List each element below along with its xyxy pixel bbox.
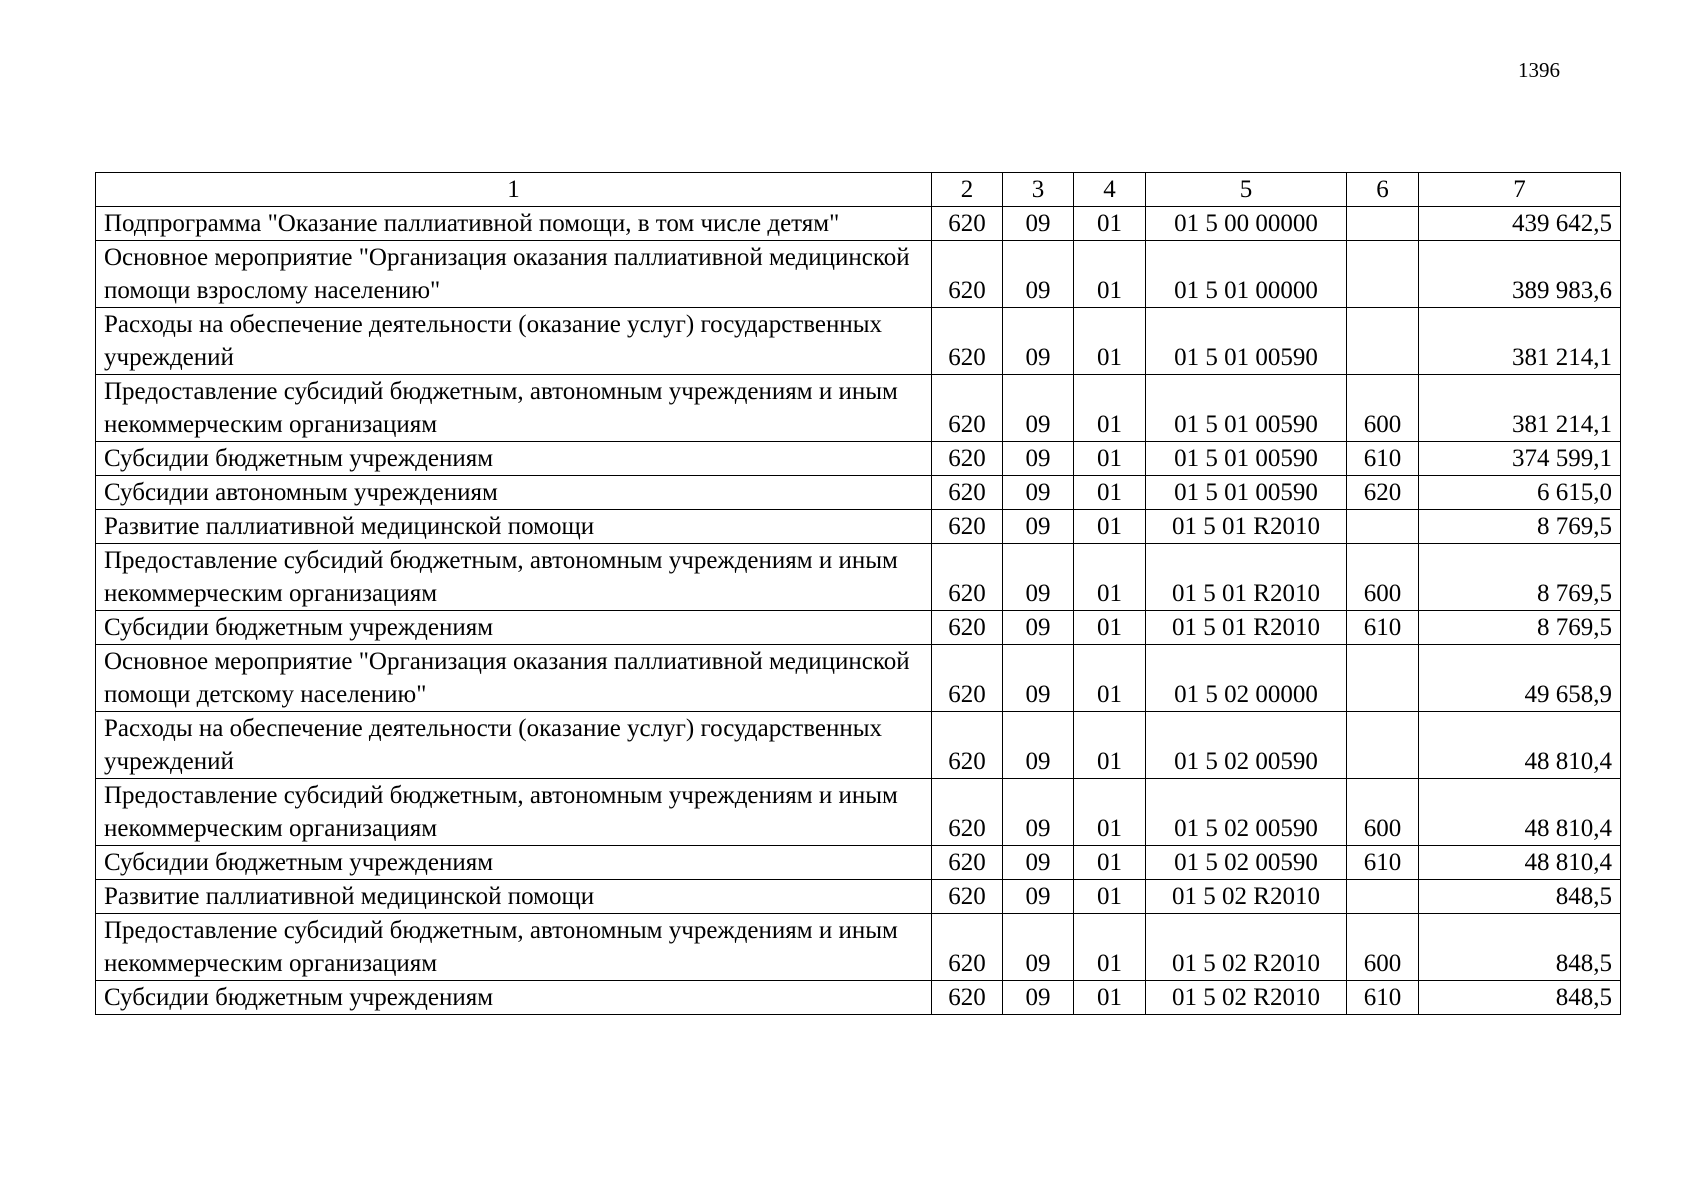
grbs-cell: 620 (932, 645, 1003, 712)
pr-cell: 01 (1074, 712, 1146, 779)
vr-cell (1347, 880, 1419, 914)
budget-table (95, 172, 1621, 1015)
pr-cell: 01 (1074, 544, 1146, 611)
table-row (96, 510, 1621, 544)
row-name-cell: Субсидии бюджетным учреждениям (96, 981, 932, 1015)
table-row (96, 544, 1621, 611)
csr-cell: 01 5 01 R2010 (1146, 611, 1347, 645)
vr-cell: 610 (1347, 981, 1419, 1015)
rz-cell: 09 (1003, 476, 1074, 510)
csr-cell: 01 5 02 00590 (1146, 779, 1347, 846)
table-row (96, 981, 1621, 1015)
sum-cell: 374 599,1 (1419, 442, 1621, 476)
grbs-cell: 620 (932, 375, 1003, 442)
table-row (96, 779, 1621, 846)
pr-cell: 01 (1074, 375, 1146, 442)
rz-cell: 09 (1003, 375, 1074, 442)
sum-cell: 8 769,5 (1419, 510, 1621, 544)
sum-cell: 49 658,9 (1419, 645, 1621, 712)
header-cell: 4 (1074, 173, 1146, 207)
grbs-cell: 620 (932, 880, 1003, 914)
rz-cell: 09 (1003, 510, 1074, 544)
rz-cell: 09 (1003, 846, 1074, 880)
table-row (96, 375, 1621, 442)
sum-cell: 848,5 (1419, 880, 1621, 914)
grbs-cell: 620 (932, 779, 1003, 846)
rz-cell: 09 (1003, 544, 1074, 611)
row-name-cell: Субсидии бюджетным учреждениям (96, 442, 932, 476)
grbs-cell: 620 (932, 914, 1003, 981)
pr-cell: 01 (1074, 611, 1146, 645)
rz-cell: 09 (1003, 914, 1074, 981)
pr-cell: 01 (1074, 846, 1146, 880)
vr-cell: 610 (1347, 442, 1419, 476)
rz-cell: 09 (1003, 645, 1074, 712)
table-row (96, 476, 1621, 510)
vr-cell: 600 (1347, 779, 1419, 846)
pr-cell: 01 (1074, 645, 1146, 712)
rz-cell: 09 (1003, 712, 1074, 779)
row-name-cell: Предоставление субсидий бюджетным, автономным учреждениям и иным некоммерческим организациям (96, 914, 932, 981)
header-cell: 6 (1347, 173, 1419, 207)
csr-cell: 01 5 02 00000 (1146, 645, 1347, 712)
grbs-cell: 620 (932, 207, 1003, 241)
sum-cell: 439 642,5 (1419, 207, 1621, 241)
row-name-cell: Субсидии бюджетным учреждениям (96, 846, 932, 880)
grbs-cell: 620 (932, 846, 1003, 880)
csr-cell: 01 5 02 00590 (1146, 712, 1347, 779)
vr-cell (1347, 241, 1419, 308)
vr-cell (1347, 207, 1419, 241)
sum-cell: 848,5 (1419, 914, 1621, 981)
row-name-cell: Развитие паллиативной медицинской помощи (96, 880, 932, 914)
csr-cell: 01 5 02 R2010 (1146, 981, 1347, 1015)
pr-cell: 01 (1074, 207, 1146, 241)
sum-cell: 848,5 (1419, 981, 1621, 1015)
table-row (96, 611, 1621, 645)
table-row (96, 712, 1621, 779)
csr-cell: 01 5 01 00590 (1146, 442, 1347, 476)
vr-cell (1347, 645, 1419, 712)
pr-cell: 01 (1074, 476, 1146, 510)
sum-cell: 381 214,1 (1419, 308, 1621, 375)
pr-cell: 01 (1074, 510, 1146, 544)
table-header-row (96, 173, 1621, 207)
table-row (96, 846, 1621, 880)
pr-cell: 01 (1074, 914, 1146, 981)
table-row (96, 207, 1621, 241)
table-row (96, 914, 1621, 981)
grbs-cell: 620 (932, 712, 1003, 779)
pr-cell: 01 (1074, 880, 1146, 914)
row-name-cell: Подпрограмма "Оказание паллиативной помощи, в том числе детям" (96, 207, 932, 241)
grbs-cell: 620 (932, 611, 1003, 645)
row-name-cell: Расходы на обеспечение деятельности (оказание услуг) государственных учреждений (96, 308, 932, 375)
header-cell: 7 (1419, 173, 1621, 207)
csr-cell: 01 5 01 00590 (1146, 375, 1347, 442)
row-name-cell: Расходы на обеспечение деятельности (оказание услуг) государственных учреждений (96, 712, 932, 779)
pr-cell: 01 (1074, 308, 1146, 375)
csr-cell: 01 5 01 R2010 (1146, 510, 1347, 544)
csr-cell: 01 5 01 00000 (1146, 241, 1347, 308)
row-name-cell: Развитие паллиативной медицинской помощи (96, 510, 932, 544)
grbs-cell: 620 (932, 476, 1003, 510)
rz-cell: 09 (1003, 207, 1074, 241)
row-name-cell: Субсидии бюджетным учреждениям (96, 611, 932, 645)
csr-cell: 01 5 02 R2010 (1146, 914, 1347, 981)
pr-cell: 01 (1074, 241, 1146, 308)
vr-cell (1347, 510, 1419, 544)
csr-cell: 01 5 02 R2010 (1146, 880, 1347, 914)
grbs-cell: 620 (932, 544, 1003, 611)
pr-cell: 01 (1074, 442, 1146, 476)
grbs-cell: 620 (932, 241, 1003, 308)
header-cell: 1 (96, 173, 932, 207)
sum-cell: 48 810,4 (1419, 779, 1621, 846)
grbs-cell: 620 (932, 981, 1003, 1015)
csr-cell: 01 5 00 00000 (1146, 207, 1347, 241)
rz-cell: 09 (1003, 308, 1074, 375)
grbs-cell: 620 (932, 308, 1003, 375)
table-row (96, 645, 1621, 712)
rz-cell: 09 (1003, 611, 1074, 645)
vr-cell: 610 (1347, 611, 1419, 645)
rz-cell: 09 (1003, 779, 1074, 846)
sum-cell: 8 769,5 (1419, 544, 1621, 611)
csr-cell: 01 5 01 00590 (1146, 308, 1347, 375)
vr-cell (1347, 712, 1419, 779)
sum-cell: 381 214,1 (1419, 375, 1621, 442)
sum-cell: 389 983,6 (1419, 241, 1621, 308)
sum-cell: 48 810,4 (1419, 712, 1621, 779)
vr-cell (1347, 308, 1419, 375)
csr-cell: 01 5 02 00590 (1146, 846, 1347, 880)
row-name-cell: Основное мероприятие "Организация оказания паллиативной медицинской помощи детскому населению" (96, 645, 932, 712)
sum-cell: 48 810,4 (1419, 846, 1621, 880)
rz-cell: 09 (1003, 981, 1074, 1015)
rz-cell: 09 (1003, 241, 1074, 308)
pr-cell: 01 (1074, 981, 1146, 1015)
header-cell: 2 (932, 173, 1003, 207)
csr-cell: 01 5 01 00590 (1146, 476, 1347, 510)
header-cell: 3 (1003, 173, 1074, 207)
sum-cell: 8 769,5 (1419, 611, 1621, 645)
table-row (96, 241, 1621, 308)
grbs-cell: 620 (932, 510, 1003, 544)
vr-cell: 600 (1347, 914, 1419, 981)
sum-cell: 6 615,0 (1419, 476, 1621, 510)
rz-cell: 09 (1003, 442, 1074, 476)
table-row (96, 880, 1621, 914)
vr-cell: 600 (1347, 375, 1419, 442)
table-row (96, 308, 1621, 375)
pr-cell: 01 (1074, 779, 1146, 846)
row-name-cell: Предоставление субсидий бюджетным, автономным учреждениям и иным некоммерческим организациям (96, 544, 932, 611)
row-name-cell: Предоставление субсидий бюджетным, автономным учреждениям и иным некоммерческим организациям (96, 779, 932, 846)
vr-cell: 610 (1347, 846, 1419, 880)
table-body (96, 173, 1621, 1015)
vr-cell: 620 (1347, 476, 1419, 510)
page-number: 1396 (1518, 58, 1560, 82)
row-name-cell: Основное мероприятие "Организация оказания паллиативной медицинской помощи взрослому населению" (96, 241, 932, 308)
grbs-cell: 620 (932, 442, 1003, 476)
row-name-cell: Предоставление субсидий бюджетным, автономным учреждениям и иным некоммерческим организациям (96, 375, 932, 442)
vr-cell: 600 (1347, 544, 1419, 611)
csr-cell: 01 5 01 R2010 (1146, 544, 1347, 611)
rz-cell: 09 (1003, 880, 1074, 914)
header-cell: 5 (1146, 173, 1347, 207)
table-row (96, 442, 1621, 476)
row-name-cell: Субсидии автономным учреждениям (96, 476, 932, 510)
